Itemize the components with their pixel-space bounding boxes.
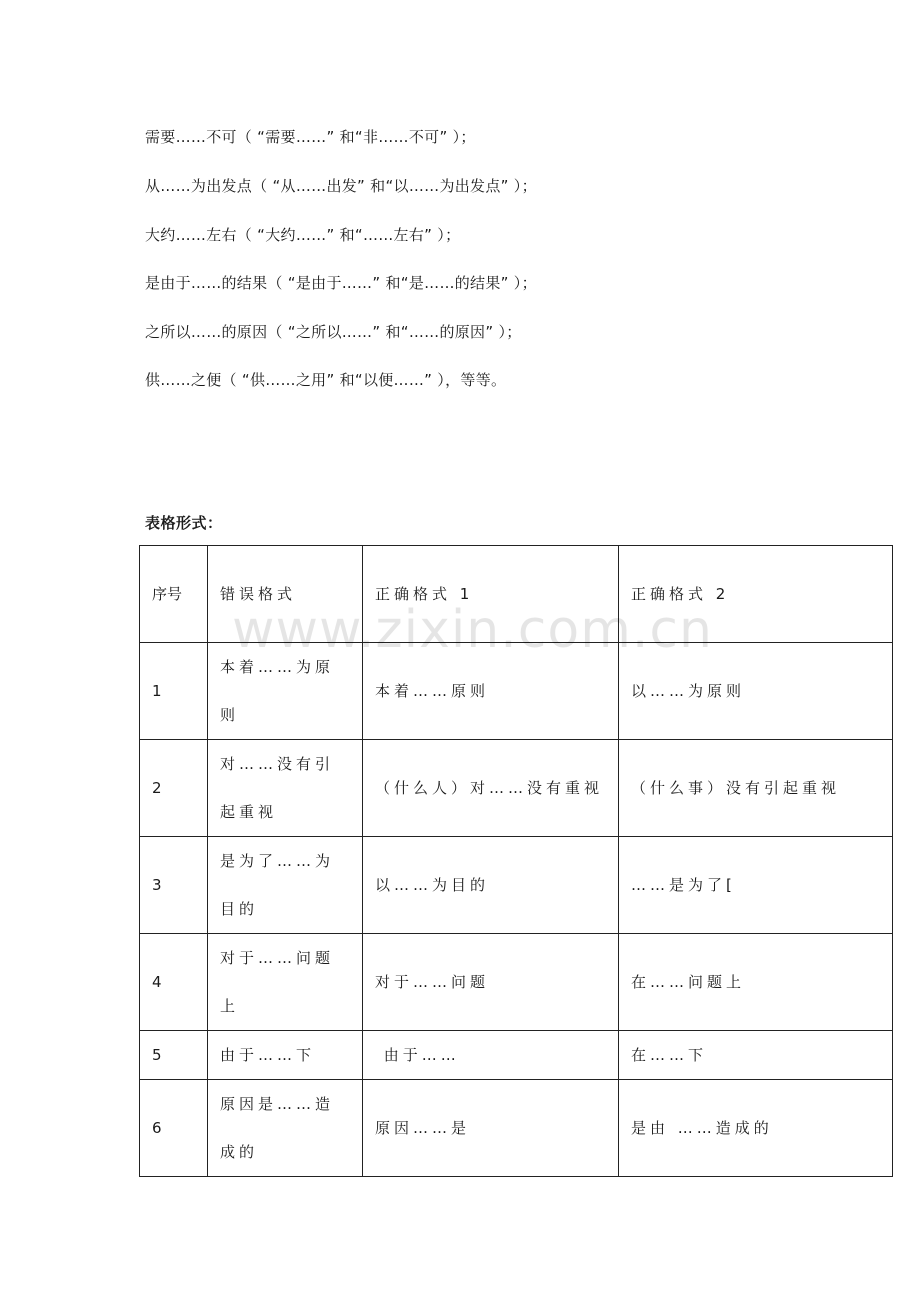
- row-index: 6: [140, 1080, 208, 1177]
- table-row: [140, 1031, 893, 1080]
- cell-right1: 本着……原则: [363, 643, 619, 740]
- header-right2: 正确格式 2: [619, 546, 893, 643]
- paragraph-line: 供……之便（ “供……之用” 和“以便……” ），等等。: [145, 371, 507, 389]
- table-row: [140, 934, 893, 1031]
- cell-wrong: 是为了……为目的: [208, 837, 363, 934]
- paragraph-line: 是由于……的结果（ “是由于……” 和“是……的结果” ）；: [145, 274, 537, 292]
- watermark: www.zixin.com.cn: [232, 600, 713, 660]
- row-index: 3: [140, 837, 208, 934]
- header-right1: 正确格式 1: [363, 546, 619, 643]
- paragraph-line: 需要……不可（ “需要……” 和“非……不可” ）；: [145, 128, 476, 146]
- table-row: [140, 740, 893, 837]
- paragraph-line: 从……为出发点（ “从……出发” 和“以……为出发点” ）；: [145, 177, 537, 195]
- table-row: [140, 1080, 893, 1177]
- cell-wrong: 对……没有引起重视: [208, 740, 363, 837]
- cell-right2: 是由 ……造成的: [619, 1080, 893, 1177]
- cell-right1: 对于……问题: [363, 934, 619, 1031]
- table-row: [140, 643, 893, 740]
- table-row: [140, 837, 893, 934]
- cell-right2: （什么事）没有引起重视: [619, 740, 893, 837]
- row-index: 1: [140, 643, 208, 740]
- paragraph-line: 之所以……的原因（ “之所以……” 和“……的原因” ）；: [145, 323, 522, 341]
- cell-right1: （什么人）对……没有重视: [363, 740, 619, 837]
- cell-right2: ……是为了[: [619, 837, 893, 934]
- cell-right1: 原因……是: [363, 1080, 619, 1177]
- row-index: 5: [140, 1031, 208, 1080]
- section-title: 表格形式：: [145, 514, 223, 532]
- paragraph-line: 大约……左右（ “大约……” 和“……左右” ）；: [145, 226, 461, 244]
- cell-right1: 以……为目的: [363, 837, 619, 934]
- cell-right2: 在……下: [619, 1031, 893, 1080]
- cell-right2: 以……为原则: [619, 643, 893, 740]
- row-index: 4: [140, 934, 208, 1031]
- cell-wrong: 对于……问题上: [208, 934, 363, 1031]
- cell-wrong: 原因是……造成的: [208, 1080, 363, 1177]
- row-index: 2: [140, 740, 208, 837]
- cell-wrong: 由于……下: [208, 1031, 363, 1080]
- header-wrong: 错误格式: [208, 546, 363, 643]
- format-table: [139, 545, 893, 1177]
- cell-wrong: 本着……为原则: [208, 643, 363, 740]
- cell-right2: 在……问题上: [619, 934, 893, 1031]
- table-header-row: [140, 546, 893, 643]
- cell-right1: 由于……: [363, 1031, 619, 1080]
- header-index: 序号: [140, 546, 208, 643]
